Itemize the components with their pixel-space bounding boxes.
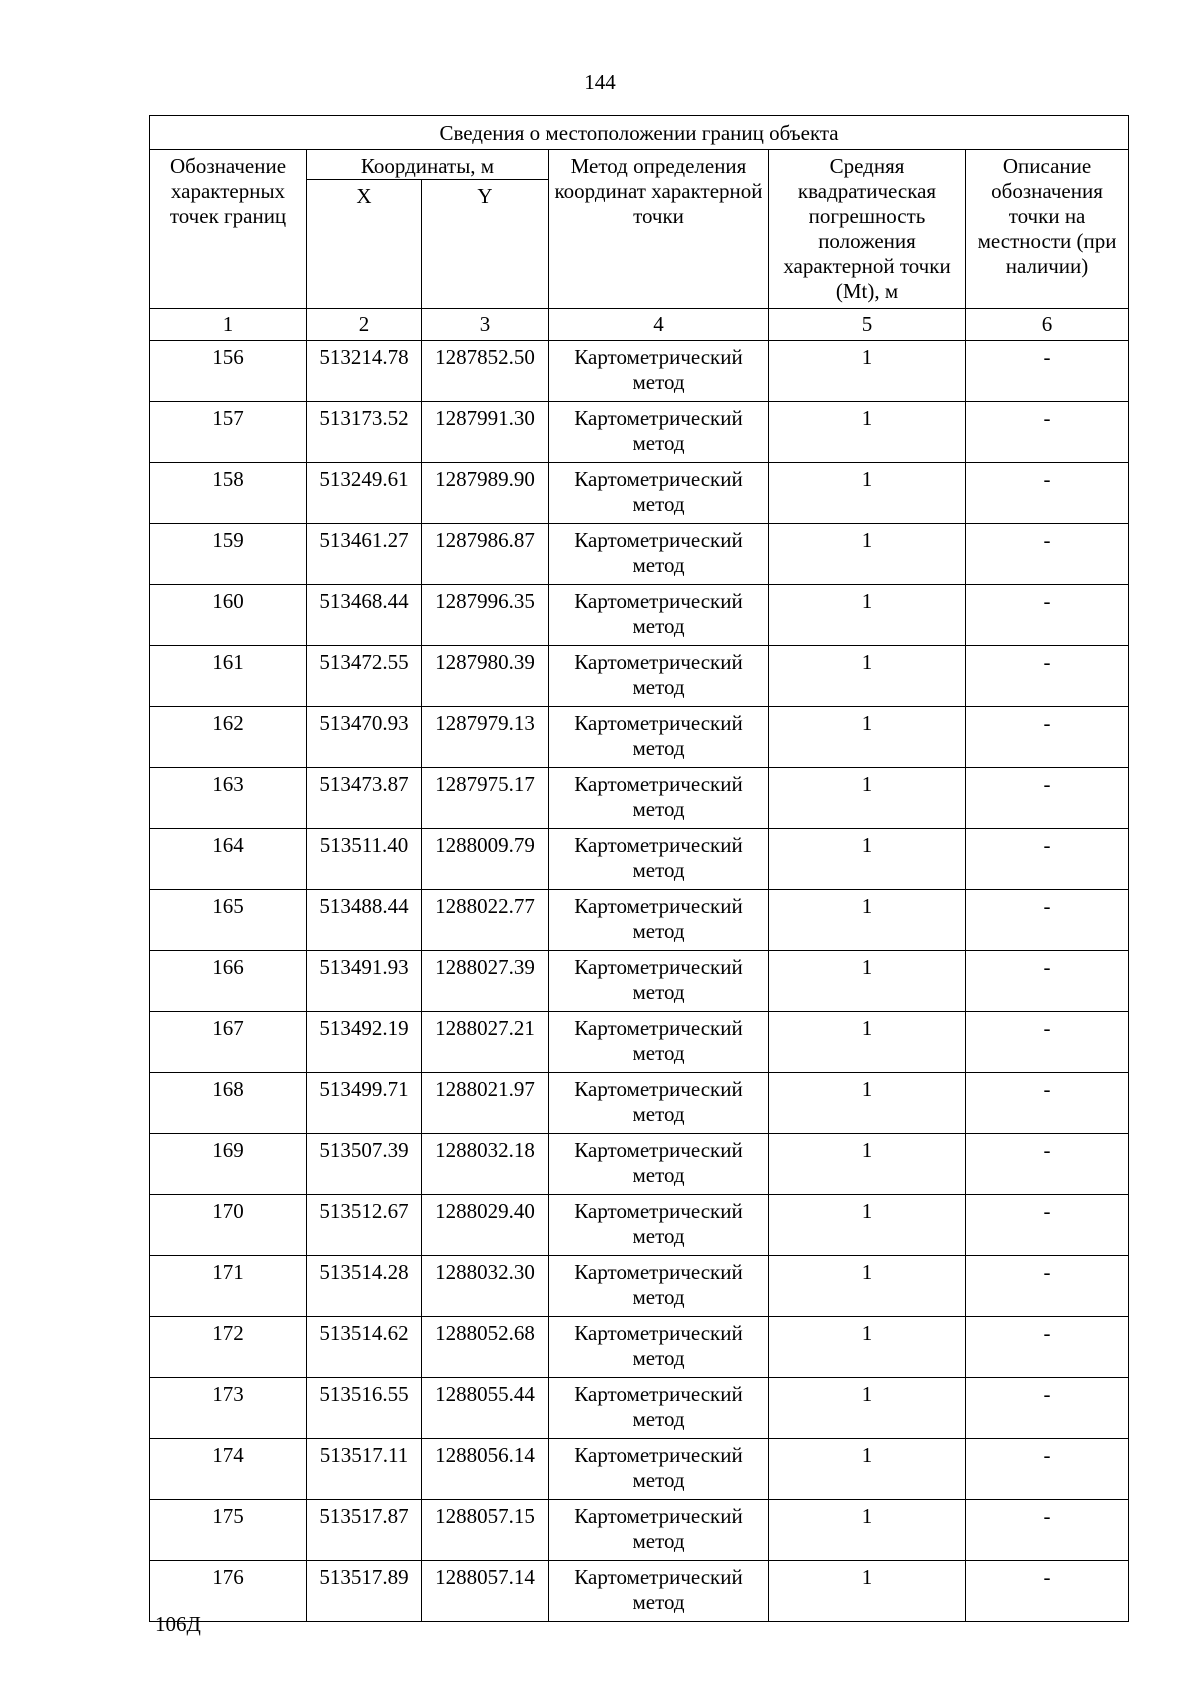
cell-x: 513512.67 (307, 1195, 422, 1256)
cell-description: - (966, 1256, 1129, 1317)
table-row (150, 1073, 1129, 1134)
cell-description: - (966, 463, 1129, 524)
cell-x: 513499.71 (307, 1073, 422, 1134)
cell-y: 1288057.15 (422, 1500, 549, 1561)
cell-x: 513472.55 (307, 646, 422, 707)
cell-method: Картометрический метод (549, 1195, 769, 1256)
cell-description: - (966, 1561, 1129, 1622)
cell-error: 1 (769, 829, 966, 890)
cell-point: 162 (150, 707, 307, 768)
cell-y: 1288027.39 (422, 951, 549, 1012)
cell-point: 161 (150, 646, 307, 707)
table-row (150, 524, 1129, 585)
table-row (150, 707, 1129, 768)
cell-method: Картометрический метод (549, 1439, 769, 1500)
cell-error: 1 (769, 402, 966, 463)
cell-point: 165 (150, 890, 307, 951)
cell-description: - (966, 585, 1129, 646)
cell-y: 1287996.35 (422, 585, 549, 646)
cell-error: 1 (769, 1012, 966, 1073)
cell-error: 1 (769, 768, 966, 829)
cell-y: 1288032.30 (422, 1256, 549, 1317)
cell-description: - (966, 1073, 1129, 1134)
page-number: 144 (584, 70, 616, 94)
cell-error: 1 (769, 1195, 966, 1256)
cell-point: 168 (150, 1073, 307, 1134)
cell-x: 513173.52 (307, 402, 422, 463)
cell-method: Картометрический метод (549, 402, 769, 463)
cell-error: 1 (769, 1256, 966, 1317)
cell-point: 171 (150, 1256, 307, 1317)
cell-y: 1288057.14 (422, 1561, 549, 1622)
column-number: 3 (422, 309, 549, 341)
cell-error: 1 (769, 341, 966, 402)
cell-point: 156 (150, 341, 307, 402)
table-row (150, 402, 1129, 463)
cell-point: 173 (150, 1378, 307, 1439)
cell-y: 1287980.39 (422, 646, 549, 707)
cell-x: 513517.11 (307, 1439, 422, 1500)
cell-error: 1 (769, 1500, 966, 1561)
table-row (150, 1439, 1129, 1500)
column-number: 6 (966, 309, 1129, 341)
cell-method: Картометрический метод (549, 1378, 769, 1439)
column-number: 5 (769, 309, 966, 341)
table-row (150, 1561, 1129, 1622)
cell-description: - (966, 951, 1129, 1012)
cell-error: 1 (769, 585, 966, 646)
cell-x: 513511.40 (307, 829, 422, 890)
table-body (150, 341, 1129, 1622)
cell-method: Картометрический метод (549, 646, 769, 707)
cell-error: 1 (769, 1378, 966, 1439)
cell-error: 1 (769, 1073, 966, 1134)
cell-x: 513492.19 (307, 1012, 422, 1073)
column-number: 4 (549, 309, 769, 341)
cell-x: 513214.78 (307, 341, 422, 402)
table-row (150, 768, 1129, 829)
cell-method: Картометрический метод (549, 341, 769, 402)
column-number: 2 (307, 309, 422, 341)
cell-point: 164 (150, 829, 307, 890)
header-coordinates: Координаты, м (307, 150, 549, 180)
cell-x: 513468.44 (307, 585, 422, 646)
table-row (150, 463, 1129, 524)
cell-y: 1287975.17 (422, 768, 549, 829)
cell-method: Картометрический метод (549, 768, 769, 829)
table-header-row (150, 150, 1129, 180)
cell-method: Картометрический метод (549, 1256, 769, 1317)
table-row (150, 1378, 1129, 1439)
table-title-row (150, 116, 1129, 150)
cell-y: 1288022.77 (422, 890, 549, 951)
cell-error: 1 (769, 707, 966, 768)
cell-point: 166 (150, 951, 307, 1012)
table-row (150, 1012, 1129, 1073)
table-row (150, 341, 1129, 402)
cell-description: - (966, 1317, 1129, 1378)
cell-y: 1288027.21 (422, 1012, 549, 1073)
cell-method: Картометрический метод (549, 585, 769, 646)
cell-description: - (966, 341, 1129, 402)
cell-x: 513516.55 (307, 1378, 422, 1439)
cell-description: - (966, 1134, 1129, 1195)
header-x: X (307, 180, 422, 309)
cell-point: 163 (150, 768, 307, 829)
cell-x: 513514.28 (307, 1256, 422, 1317)
cell-method: Картометрический метод (549, 1500, 769, 1561)
cell-x: 513488.44 (307, 890, 422, 951)
cell-error: 1 (769, 1134, 966, 1195)
cell-description: - (966, 1012, 1129, 1073)
cell-description: - (966, 707, 1129, 768)
cell-method: Картометрический метод (549, 463, 769, 524)
header-y: Y (422, 180, 549, 309)
cell-y: 1288029.40 (422, 1195, 549, 1256)
cell-x: 513461.27 (307, 524, 422, 585)
cell-y: 1288056.14 (422, 1439, 549, 1500)
cell-point: 174 (150, 1439, 307, 1500)
cell-method: Картометрический метод (549, 524, 769, 585)
cell-point: 169 (150, 1134, 307, 1195)
cell-method: Картометрический метод (549, 1073, 769, 1134)
cell-description: - (966, 1500, 1129, 1561)
cell-x: 513491.93 (307, 951, 422, 1012)
cell-y: 1287989.90 (422, 463, 549, 524)
cell-description: - (966, 646, 1129, 707)
table-row (150, 951, 1129, 1012)
cell-error: 1 (769, 951, 966, 1012)
cell-point: 176 (150, 1561, 307, 1622)
cell-error: 1 (769, 1317, 966, 1378)
boundary-coordinates-table (149, 115, 1129, 1622)
cell-error: 1 (769, 1561, 966, 1622)
header-point-designation: Обозначение характерных точек границ (150, 150, 307, 309)
column-number: 1 (150, 309, 307, 341)
cell-description: - (966, 1195, 1129, 1256)
table-row (150, 890, 1129, 951)
cell-description: - (966, 1439, 1129, 1500)
table-row (150, 646, 1129, 707)
cell-error: 1 (769, 646, 966, 707)
column-number-row (150, 309, 1129, 341)
table-row (150, 1256, 1129, 1317)
cell-point: 157 (150, 402, 307, 463)
cell-method: Картометрический метод (549, 951, 769, 1012)
table-row (150, 1134, 1129, 1195)
cell-error: 1 (769, 1439, 966, 1500)
cell-method: Картометрический метод (549, 1134, 769, 1195)
cell-point: 167 (150, 1012, 307, 1073)
cell-point: 172 (150, 1317, 307, 1378)
cell-description: - (966, 829, 1129, 890)
cell-method: Картометрический метод (549, 707, 769, 768)
cell-error: 1 (769, 463, 966, 524)
cell-description: - (966, 524, 1129, 585)
cell-x: 513517.89 (307, 1561, 422, 1622)
cell-x: 513470.93 (307, 707, 422, 768)
cell-y: 1288052.68 (422, 1317, 549, 1378)
cell-description: - (966, 890, 1129, 951)
cell-method: Картометрический метод (549, 829, 769, 890)
cell-point: 175 (150, 1500, 307, 1561)
footer-code: 106Д (155, 1612, 201, 1636)
cell-point: 160 (150, 585, 307, 646)
cell-method: Картометрический метод (549, 1561, 769, 1622)
table-row (150, 829, 1129, 890)
table-row (150, 1195, 1129, 1256)
cell-y: 1287986.87 (422, 524, 549, 585)
cell-x: 513507.39 (307, 1134, 422, 1195)
cell-method: Картометрический метод (549, 1317, 769, 1378)
header-description: Описание обозначения точки на местности (при наличии) (966, 150, 1129, 309)
cell-y: 1288055.44 (422, 1378, 549, 1439)
cell-y: 1288032.18 (422, 1134, 549, 1195)
cell-error: 1 (769, 524, 966, 585)
cell-x: 513249.61 (307, 463, 422, 524)
cell-method: Картометрический метод (549, 1012, 769, 1073)
cell-y: 1287979.13 (422, 707, 549, 768)
cell-point: 158 (150, 463, 307, 524)
table-row (150, 1317, 1129, 1378)
table-row (150, 1500, 1129, 1561)
cell-point: 170 (150, 1195, 307, 1256)
cell-y: 1287991.30 (422, 402, 549, 463)
cell-y: 1288021.97 (422, 1073, 549, 1134)
cell-y: 1288009.79 (422, 829, 549, 890)
cell-method: Картометрический метод (549, 890, 769, 951)
header-mean-error: Средняя квадратическая погрешность положения характерной точки (Mt), м (769, 150, 966, 309)
cell-description: - (966, 402, 1129, 463)
cell-description: - (966, 768, 1129, 829)
header-method: Метод определения координат характерной точки (549, 150, 769, 309)
cell-error: 1 (769, 890, 966, 951)
cell-x: 513473.87 (307, 768, 422, 829)
table-row (150, 585, 1129, 646)
cell-y: 1287852.50 (422, 341, 549, 402)
cell-x: 513517.87 (307, 1500, 422, 1561)
cell-x: 513514.62 (307, 1317, 422, 1378)
cell-point: 159 (150, 524, 307, 585)
cell-description: - (966, 1378, 1129, 1439)
table-title: Сведения о местоположении границ объекта (150, 116, 1129, 150)
